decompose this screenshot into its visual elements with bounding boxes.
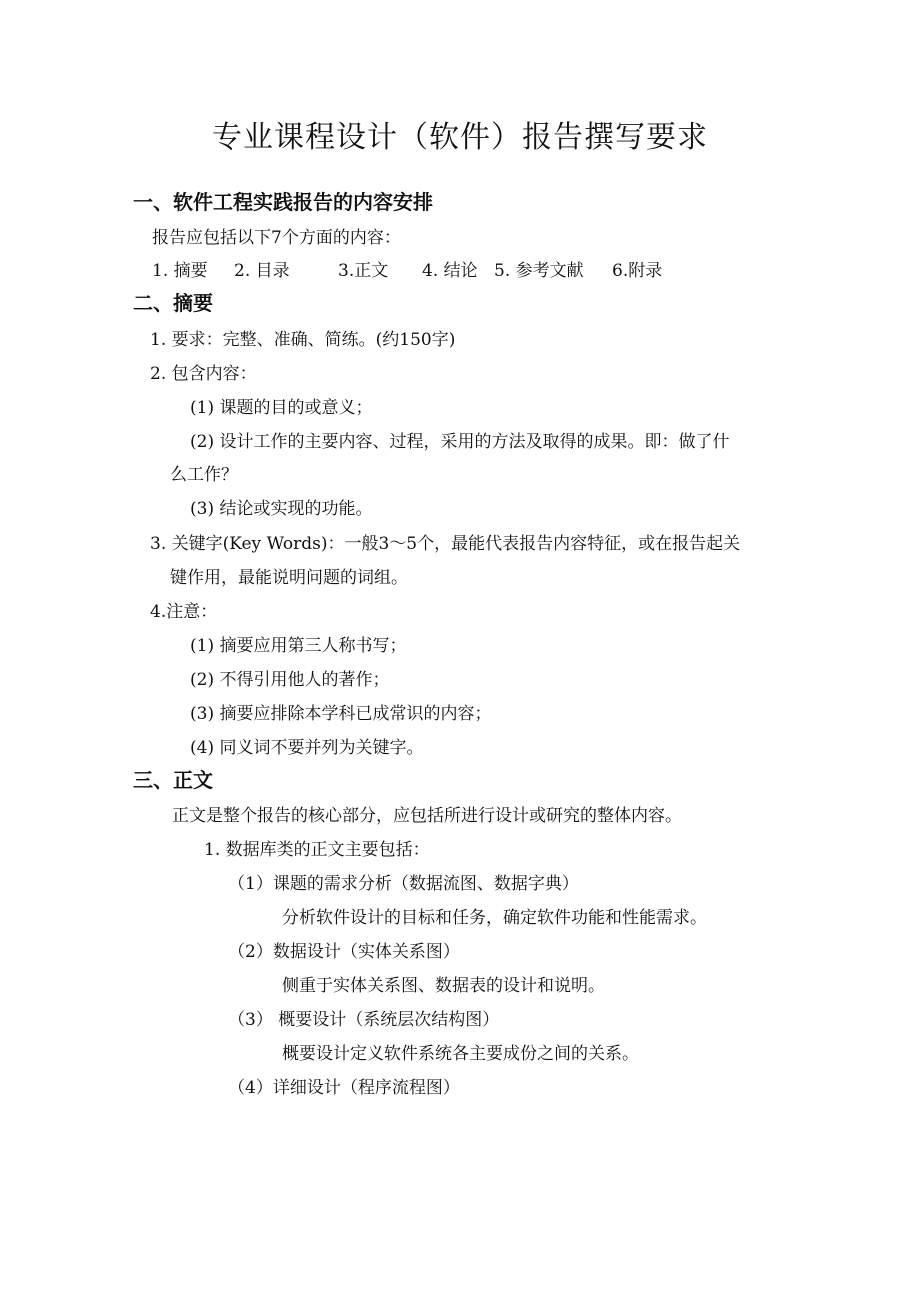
body-item: （2）数据设计（实体关系图） bbox=[228, 942, 460, 962]
content-item: 6.附录 bbox=[612, 261, 663, 281]
content-intro: 报告应包括以下7个方面的内容： bbox=[152, 228, 401, 248]
body-item: （4）详细设计（程序流程图） bbox=[228, 1078, 460, 1098]
body-item: （3） 概要设计（系统层次结构图） bbox=[228, 1010, 500, 1030]
note-item: (2) 不得引用他人的著作； bbox=[190, 670, 390, 690]
body-item: （1）课题的需求分析（数据流图、数据字典） bbox=[228, 874, 579, 894]
body-item-desc: 分析软件设计的目标和任务，确定软件功能和性能需求。 bbox=[282, 908, 707, 928]
keywords-rule-cont: 键作用，最能说明问题的词组。 bbox=[170, 568, 408, 588]
database-body-label: 1. 数据库类的正文主要包括： bbox=[204, 840, 430, 860]
content-item: 2. 目录 bbox=[234, 261, 290, 281]
abstract-content-item: (1) 课题的目的或意义； bbox=[190, 398, 373, 418]
note-item: (4) 同义词不要并列为关键字。 bbox=[190, 738, 424, 758]
abstract-content-item: (2) 设计工作的主要内容、过程，采用的方法及取得的成果。即：做了什 bbox=[190, 432, 730, 452]
abstract-content-item-cont: 么工作？ bbox=[170, 465, 238, 485]
content-item: 5. 参考文献 bbox=[494, 261, 584, 281]
content-item: 4. 结论 bbox=[422, 261, 478, 281]
body-intro: 正文是整个报告的核心部分，应包括所进行设计或研究的整体内容。 bbox=[172, 806, 682, 826]
note-item: (1) 摘要应用第三人称书写； bbox=[190, 636, 407, 656]
document-title: 专业课程设计（软件）报告撰写要求 bbox=[212, 120, 708, 155]
section-heading-abstract: 二、摘要 bbox=[133, 291, 213, 315]
section-heading-content-arrangement: 一、软件工程实践报告的内容安排 bbox=[133, 190, 433, 214]
note-item: (3) 摘要应排除本学科已成常识的内容； bbox=[190, 704, 492, 724]
section-heading-body: 三、正文 bbox=[133, 768, 213, 792]
content-item: 3.正文 bbox=[338, 261, 389, 281]
abstract-contents-label: 2. 包含内容： bbox=[150, 364, 257, 384]
notes-label: 4.注意： bbox=[150, 602, 218, 622]
body-item-desc: 概要设计定义软件系统各主要成份之间的关系。 bbox=[282, 1044, 639, 1064]
abstract-content-item: (3) 结论或实现的功能。 bbox=[190, 499, 373, 519]
content-item: 1. 摘要 bbox=[152, 261, 208, 281]
abstract-requirement: 1. 要求：完整、准确、简练。(约150字) bbox=[150, 330, 456, 350]
content-list bbox=[152, 259, 662, 283]
body-item-desc: 侧重于实体关系图、数据表的设计和说明。 bbox=[282, 976, 605, 996]
keywords-rule: 3. 关键字(Key Words)：一般3～5个，最能代表报告内容特征，或在报告起关 bbox=[150, 534, 741, 554]
